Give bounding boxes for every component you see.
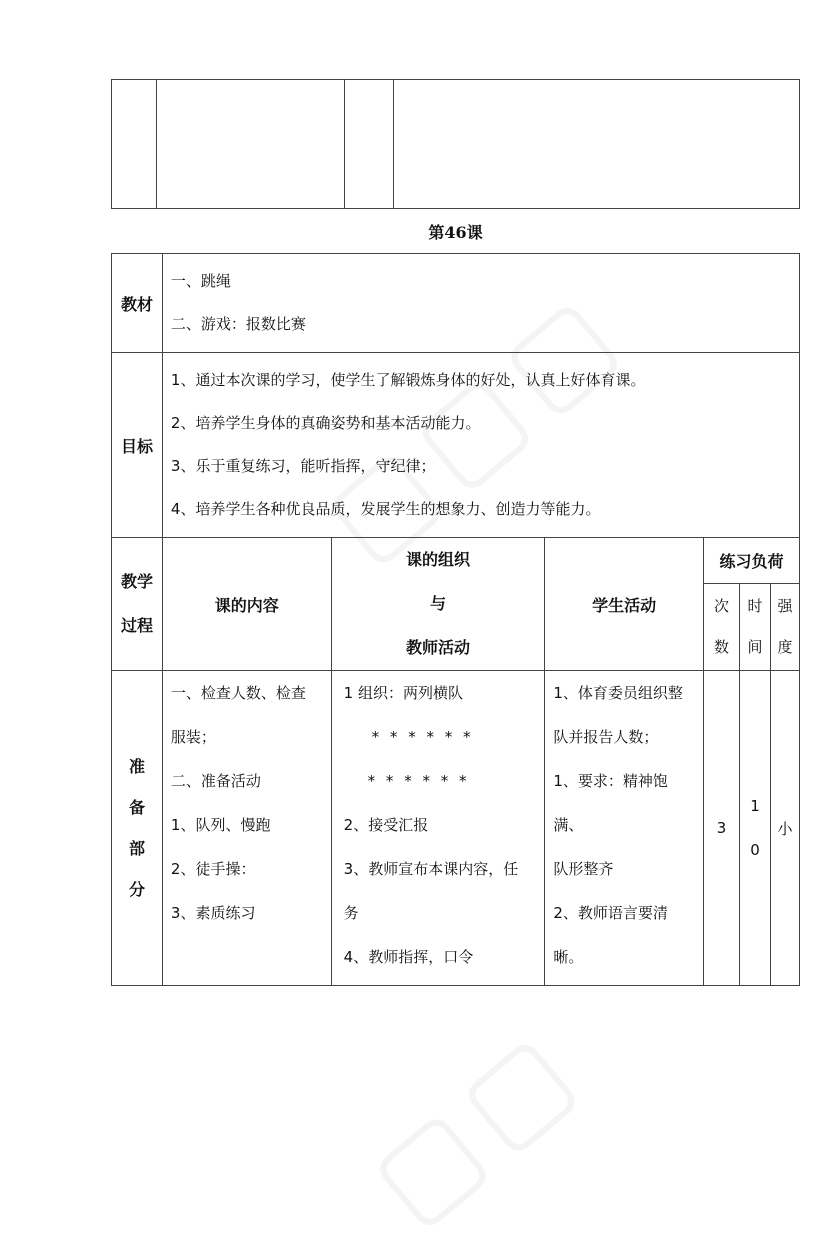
time-header-line: 间 <box>747 637 763 656</box>
student-activity-header: 学生活动 <box>545 538 704 671</box>
prep-times: 3 <box>704 671 740 986</box>
intensity-header-line: 强 <box>777 596 793 615</box>
list-item: 二、游戏：报数比赛 <box>170 315 306 333</box>
materials-content <box>162 254 799 353</box>
lesson-plan-table <box>111 253 800 986</box>
formation-stars: * * * * * * <box>367 772 470 790</box>
process-label-line: 教学 <box>120 572 153 591</box>
prep-intensity: 小 <box>770 671 799 986</box>
intensity-header-line: 度 <box>777 637 793 656</box>
list-item: 1、要求：精神饱满、 <box>553 772 668 834</box>
prep-label <box>112 671 163 986</box>
organization-header-line: 课的组织 <box>405 550 470 569</box>
previous-lesson-table-end <box>111 79 800 209</box>
lesson-title: 第46课 <box>428 223 483 242</box>
materials-label: 教材 <box>112 254 163 353</box>
list-item: 1、体育委员组织整 <box>553 684 683 702</box>
prep-label-char: 部 <box>128 839 145 858</box>
prep-row <box>112 671 800 986</box>
list-item: 4、培养学生各种优良品质，发展学生的想象力、创造力等能力。 <box>170 500 601 518</box>
process-header-row <box>112 538 800 584</box>
prep-label-char: 分 <box>128 880 145 899</box>
table-cell <box>157 80 345 209</box>
time-header-line: 时 <box>747 596 763 615</box>
list-item: 服装； <box>170 728 216 746</box>
prep-organization <box>331 671 545 986</box>
organization-header <box>331 538 545 671</box>
list-item: 务 <box>343 904 359 922</box>
prep-content <box>162 671 331 986</box>
prep-time <box>740 671 771 986</box>
organization-header-line: 教师活动 <box>405 638 470 657</box>
list-item: 1、队列、慢跑 <box>170 816 271 834</box>
list-item: 2、徒手操： <box>170 860 256 878</box>
times-header-line: 数 <box>714 637 730 656</box>
list-item: 1 组织：两列横队 <box>343 684 463 702</box>
goals-row <box>112 353 800 538</box>
list-item: 2、培养学生身体的真确姿势和基本活动能力。 <box>170 414 481 432</box>
table-cell <box>345 80 394 209</box>
content-header: 课的内容 <box>162 538 331 671</box>
list-item: 一、跳绳 <box>170 272 231 290</box>
list-item: 3、素质练习 <box>170 904 256 922</box>
time-header <box>740 583 771 670</box>
formation-stars: * * * * * * <box>371 728 474 746</box>
goals-label: 目标 <box>112 353 163 538</box>
list-item: 一、检查人数、检查 <box>170 684 306 702</box>
process-label-line: 过程 <box>120 616 153 635</box>
list-item: 3、教师宣布本课内容，任 <box>343 860 519 878</box>
list-item: 2、教师语言要清晰。 <box>553 904 668 966</box>
table-cell <box>112 80 157 209</box>
list-item: 1、通过本次课的学习，使学生了解锻炼身体的好处，认真上好体育课。 <box>170 371 646 389</box>
intensity-header <box>770 583 799 670</box>
table-cell <box>394 80 800 209</box>
list-item: 2、接受汇报 <box>343 816 429 834</box>
prep-label-char: 备 <box>128 798 145 817</box>
goals-content <box>162 353 799 538</box>
watermark <box>346 1000 606 1247</box>
prep-time-line: 1 <box>750 797 760 815</box>
process-label <box>112 538 163 671</box>
load-header: 练习负荷 <box>704 538 800 584</box>
list-item: 队并报告人数； <box>553 728 659 746</box>
materials-row <box>112 254 800 353</box>
list-item: 4、教师指挥，口令 <box>343 948 474 966</box>
list-item: 3、乐于重复练习，能听指挥，守纪律； <box>170 457 436 475</box>
prep-student-activity <box>545 671 704 986</box>
times-header <box>704 583 740 670</box>
list-item: 队形整齐 <box>553 860 614 878</box>
organization-header-line: 与 <box>429 594 446 613</box>
prep-time-line: 0 <box>750 841 760 859</box>
prep-label-char: 准 <box>128 757 145 776</box>
times-header-line: 次 <box>714 596 730 615</box>
list-item: 二、准备活动 <box>170 772 261 790</box>
